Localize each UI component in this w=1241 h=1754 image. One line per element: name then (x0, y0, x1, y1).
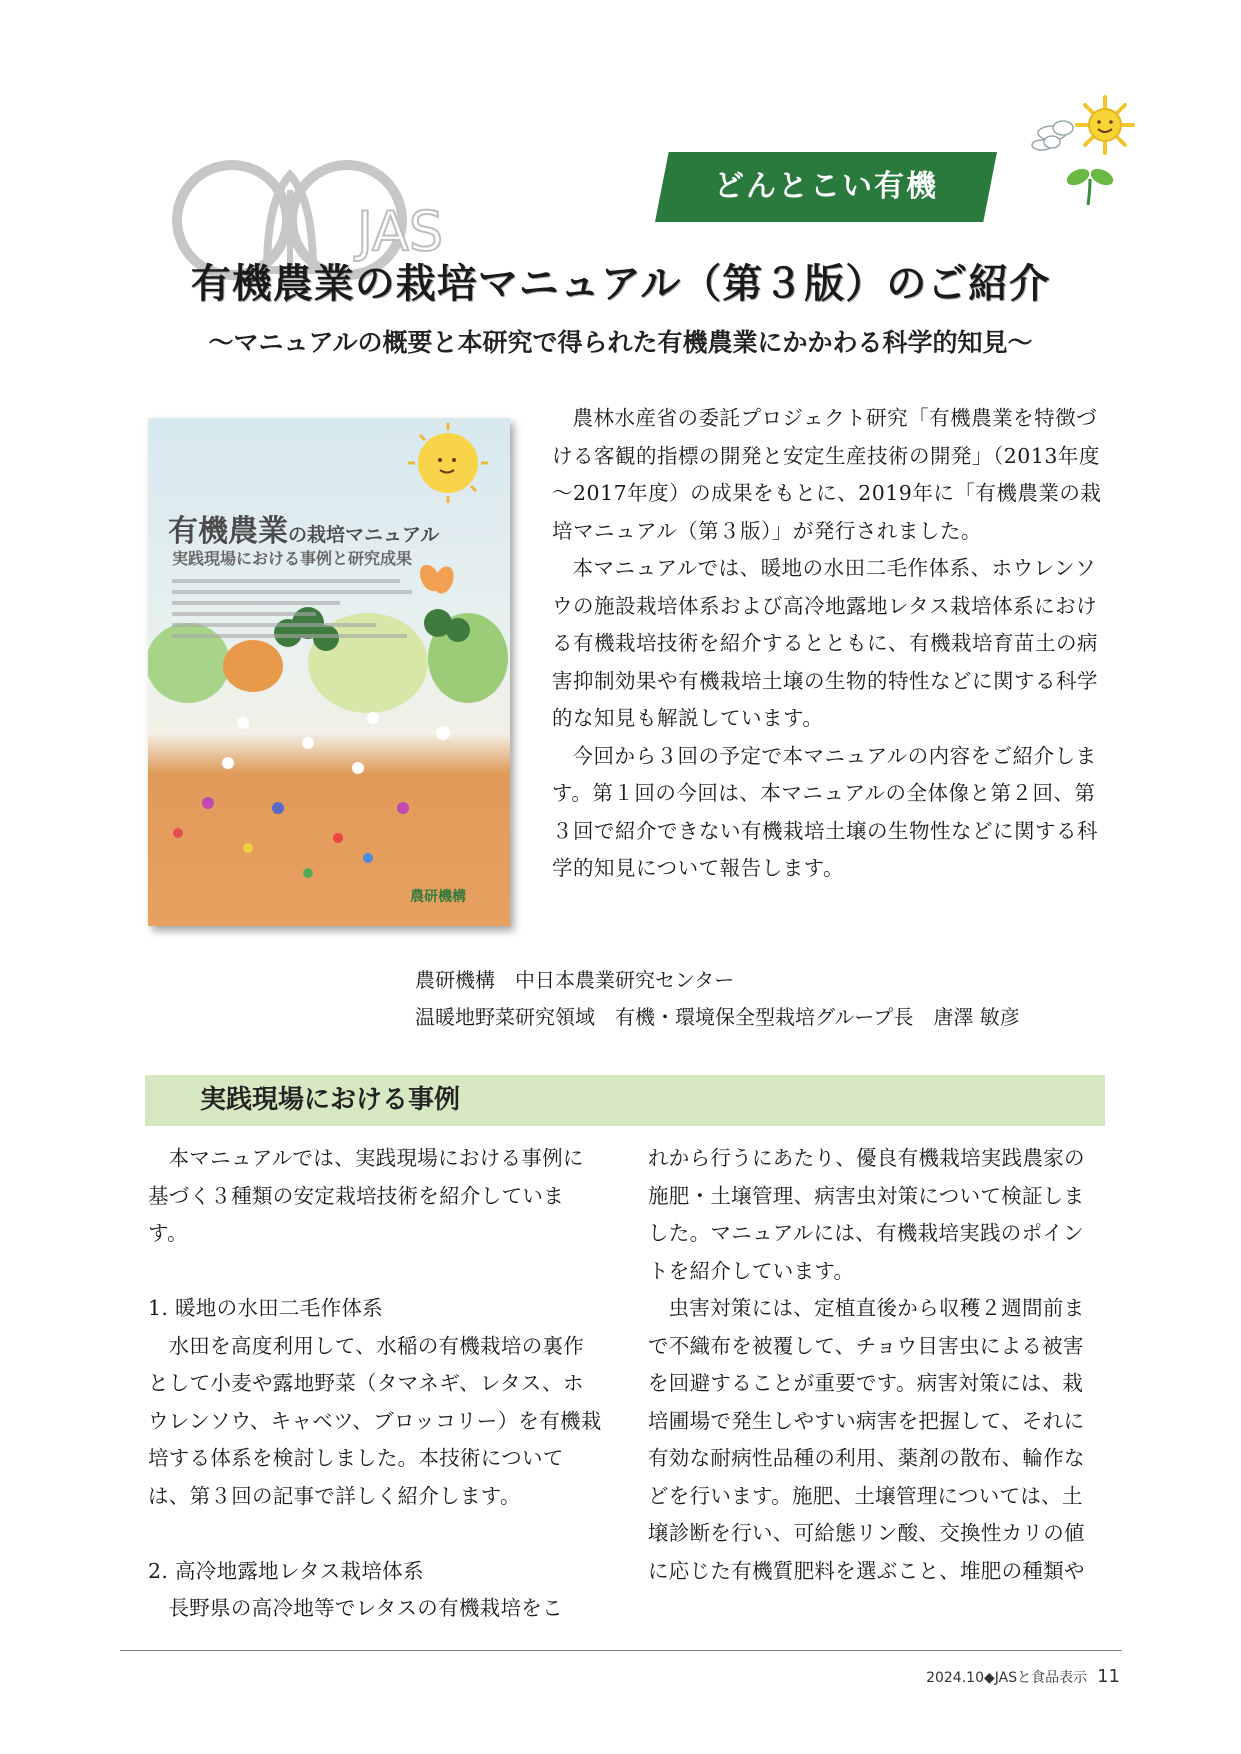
cover-publisher-logo: 農研機構 (410, 889, 466, 905)
intro-paragraph-2: 本マニュアルでは、暖地の水田二毛作体系、ホウレンソウの施設栽培体系および高冷地露地レタス栽培体系における有機栽培技術を紹介するとともに、有機栽培育苗土の病害抑制効果や有機栽培土壌の生物的特性などに関する科学的な知見も解説しています。 (552, 556, 1098, 730)
footer (880, 1666, 1120, 1687)
author-name-title: 温暖地野菜研究領域 有機・環境保全型栽培グループ長 唐澤 敏彦 (415, 1005, 1020, 1029)
page-number: 11 (1097, 1666, 1120, 1687)
cover-illustration (148, 418, 510, 926)
intro-paragraph-1: 農林水産省の委託プロジェクト研究「有機農業を特徴づける客観的指標の開発と安定生産技術の開発」（2013年度～2017年度）の成果をもとに、2019年に「有機農業の栽培マニュアル（第３版）」が発行されました。 (552, 406, 1102, 543)
manual-cover-image (148, 418, 510, 926)
sun-sprout-illustration (1030, 95, 1170, 235)
intro-paragraph-3: 今回から３回の予定で本マニュアルの内容をご紹介します。第１回の今回は、本マニュアルの全体像と第２回、第３回で紹介できない有機栽培土壌の生物性などに関する科学的知見について報告します。 (552, 743, 1098, 880)
soil-microbe-icons (222, 712, 450, 774)
author-info (415, 962, 1020, 1036)
left-paragraph-3: 長野県の高冷地等でレタスの有機栽培をこ (168, 1596, 563, 1620)
footer-divider (120, 1650, 1122, 1651)
cover-sun-icon (408, 423, 488, 503)
onion-icon (223, 640, 283, 692)
cover-title: 有機農業の栽培マニュアル (168, 514, 440, 549)
section-heading: 実践現場における事例 (200, 1085, 461, 1115)
butterfly-icon (416, 562, 457, 597)
right-paragraph-1: れから行うにあたり、優良有機栽培実践農家の施肥・土壌管理、病害虫対策について検証しました。マニュアルには、有機栽培実践のポイントを紹介しています。 (648, 1146, 1085, 1283)
cloud-icon (1032, 121, 1073, 150)
sprout-icon (1064, 166, 1116, 205)
cover-subtitle: 実践現場における事例と研究成果 (172, 549, 413, 568)
microbe-colored-icons (173, 797, 409, 878)
right-paragraph-2: 虫害対策には、定植直後から収穫２週間前まで不織布を被覆して、チョウ目害虫による被害を回避することが重要です。病害対策には、栽培圃場で発生しやすい病害を把握して、それに有効な耐病性品種の利用、薬剤の散布、輪作などを行います。施肥、土壌管理については、土壌診断を行い、可給態リン酸、交換性カリの値に応じた有機質肥料を選ぶこと、堆肥の種類や (648, 1296, 1085, 1583)
cover-body-text-lines (172, 572, 412, 645)
article-subtitle: ～マニュアルの概要と本研究で得られた有機農業にかかわる科学的知見～ (208, 328, 1033, 357)
series-label: どんとこい有機 (714, 169, 938, 204)
article-title: 有機農業の栽培マニュアル（第３版）のご紹介 (190, 261, 1051, 307)
author-affiliation: 農研機構 中日本農業研究センター (415, 968, 735, 992)
intro-text (552, 400, 1107, 888)
sun-icon (1077, 97, 1133, 153)
left-paragraph-1: 本マニュアルでは、実践現場における事例に基づく３種類の安定栽培技術を紹介しています。 (148, 1146, 584, 1245)
right-column (648, 1140, 1103, 1590)
left-column (148, 1140, 603, 1628)
subheading-2: 2. 高冷地露地レタス栽培体系 (148, 1558, 424, 1583)
left-paragraph-2: 水田を高度利用して、水稲の有機栽培の裏作として小麦や露地野菜（タマネギ、レタス、ホウレンソウ、キャベツ、ブロッコリー）を有機栽培する体系を検討しました。本技術については、第３回の記事で詳しく紹介します。 (148, 1333, 602, 1508)
subheading-1: 1. 暖地の水田二毛作体系 (148, 1296, 383, 1320)
jas-logo-text: JAS (357, 200, 444, 263)
footer-issue: 2024.10◆JASと食品表示 (926, 1670, 1088, 1686)
